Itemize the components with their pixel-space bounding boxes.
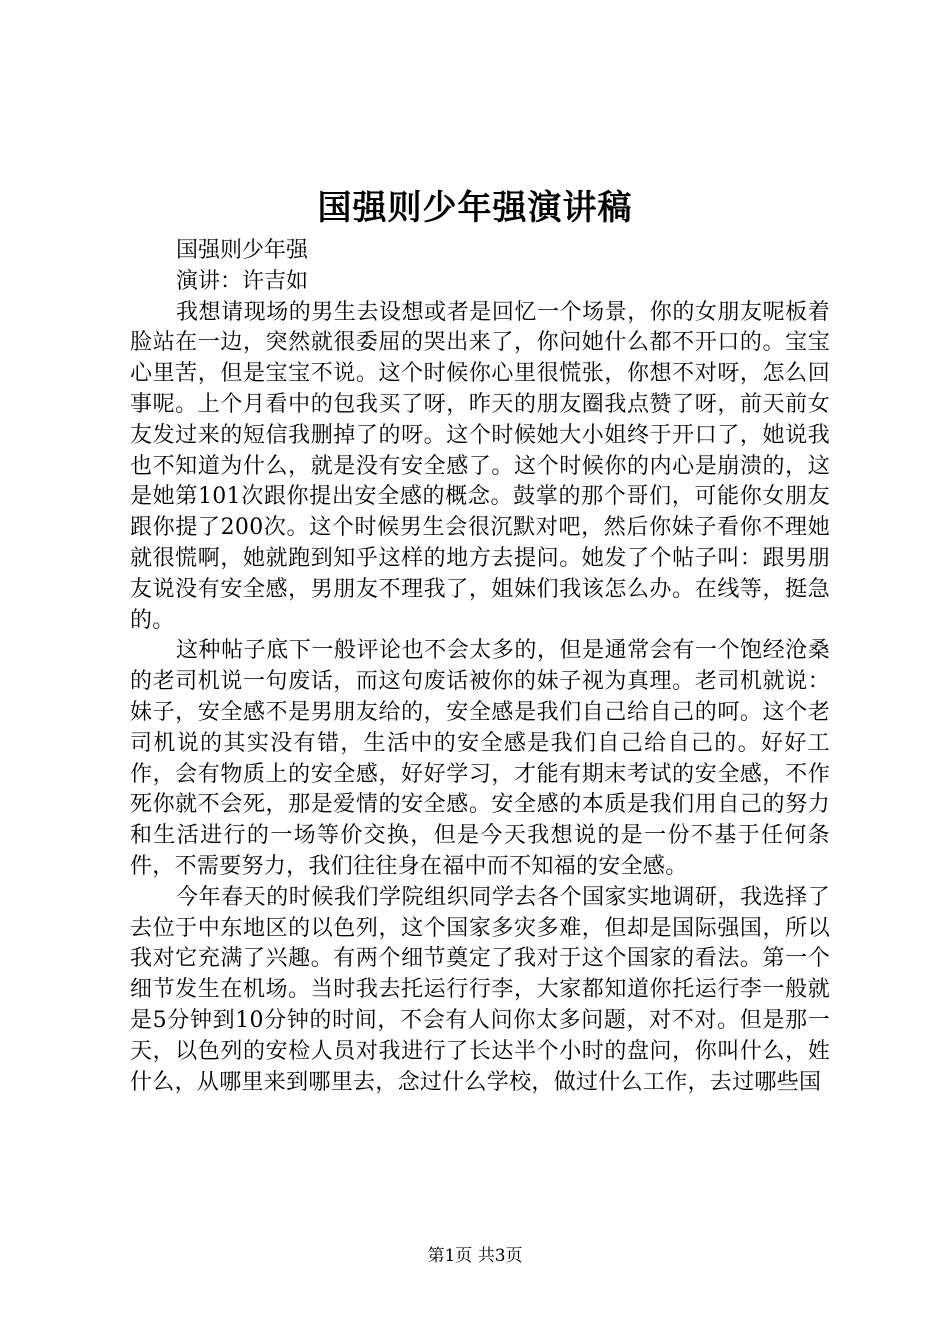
speaker-line: 演讲：许吉如: [176, 268, 309, 294]
subtitle: 国强则少年强: [176, 238, 309, 263]
paragraph-3: 今年春天的时候我们学院组织同学去各个国家实地调研，我选择了去位于中东地区的以色列，这个国家多灾多难，但却是国际强国，所以我对它充满了兴趣。有两个细节奠定了我对于这个国家的看法。第一个细节发生在机场。当时我去托运行行李，大家都知道你托运行李一般就是5分钟到10分钟的时间，不会有人问你太多问题，对不对。但是那一天，以色列的安检人员对我进行了长达半个小时的盘问，你叫什么，姓什么，从哪里来到哪里去，念过什么学校，做过什么工作，去过哪些国: [130, 884, 830, 1095]
page-title: 国强则少年强演讲稿: [317, 188, 633, 228]
paragraph-1: 我想请现场的男生去设想或者是回忆一个场景，你的女朋友呢板着脸站在一边，突然就很委屈的哭出来了，你问她什么都不开口的。宝宝心里苦，但是宝宝不说。这个时候你心里很慌张，你想不对呀，怎么回事呢。上个月看中的包我买了呀，昨天的朋友圈我点赞了呀，前天前女友发过来的短信我删掉了的呀。这个时候她大小姐终于开口了，她说我也不知道为什么，就是没有安全感了。这个时候你的内心是崩溃的，这是她第101次跟你提出安全感的概念。鼓掌的那个哥们，可能你女朋友跟你提了200次。这个时候男生会很沉默对吧，然后你妹子看你不理她就很慌啊，她就跑到知乎这样的地方去提问。她发了个帖子叫：跟男朋友说没有安全感，男朋友不理我了，姐妹们我该怎么办。在线等，挺急的。: [130, 299, 830, 633]
page-footer: 第1页 共3页: [427, 1246, 523, 1266]
document-body: [130, 236, 830, 1098]
paragraph-2: 这种帖子底下一般评论也不会太多的，但是通常会有一个饱经沧桑的老司机说一句废话，而这句废话被你的妹子视为真理。老司机就说：妹子，安全感不是男朋友给的，安全感是我们自己给自己的呵。这个老司机说的其实没有错，生活中的安全感是我们自己给自己的。好好工作，会有物质上的安全感，好好学习，才能有期末考试的安全感，不作死你就不会死，那是爱情的安全感。安全感的本质是我们用自己的努力和生活进行的一场等价交换，但是今天我想说的是一份不基于任何条件，不需要努力，我们往往身在福中而不知福的安全感。: [130, 638, 830, 879]
